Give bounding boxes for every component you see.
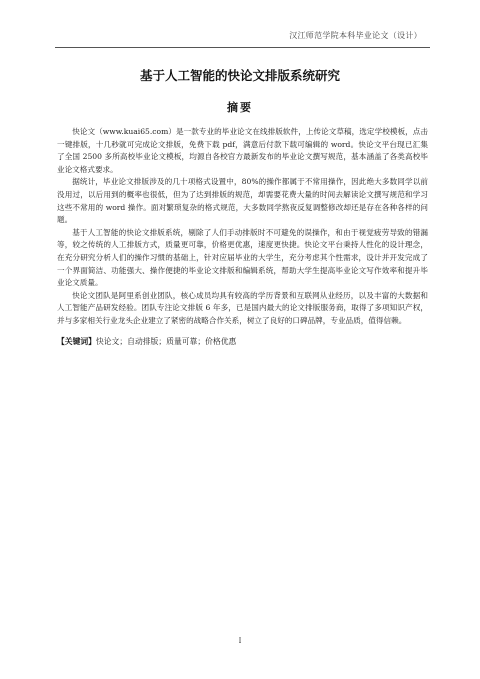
header-rule: [55, 47, 430, 48]
page-number: I: [238, 637, 242, 645]
keywords-label: 【关键词】: [57, 337, 96, 346]
keywords-text: 快论文；自动排版；质量可靠；价格优惠: [95, 337, 237, 346]
abstract-paragraph: 快论文团队是阿里系创业团队，核心成员均具有较高的学历背景和互联网从业经历，以及丰富的大数据和人工智能产品研发经验。团队专注论文排版 6 年多，已是国内最大的论文排版服务商，取得了多项知识产权，并与多家相关行业龙头企业建立了紧密的战略合作关系，树立了良好的口碑品牌，专业品质，值得信赖。: [57, 290, 428, 325]
document-title: 基于人工智能的快论文排版系统研究: [139, 68, 340, 83]
abstract-paragraph: 基于人工智能的快论文排版系统，剔除了人们手动排版时不可避免的误操作，和由于视觉疲劳导致的错漏等，较之传统的人工排版方式，质量更可靠，价格更优惠，速度更快捷。快论文平台秉持人性化的设计理念，在充分研究分析人们的操作习惯的基础上，针对应届毕业的大学生，充分考虑其个性需求，设计并开发完成了一个界面简洁、功能强大、操作便捷的毕业论文排版和编辑系统，帮助大学生提高毕业论文写作效率和提升毕业论文质量。: [57, 227, 428, 288]
abstract-paragraph: 据统计，毕业论文排版涉及的几十项格式设置中，80%的操作都属于不常用操作，因此绝大多数同学以前没用过，以后用到的概率也很低，但为了达到排版的规范，却需要花费大量的时间去解读论文撰写规范和学习这些不常用的 word 操作。面对繁琐复杂的格式规范，大多数同学熬夜反复调整修改却还是存在各种各样的问题。: [57, 177, 428, 225]
abstract-heading: 摘要: [227, 101, 253, 114]
abstract-paragraph: 快论文（www.kuai65.com）是一款专业的毕业论文在线排版软件，上传论文草稿，选定学校模板，点击一键排版，十几秒就可完成论文排版，免费下载 pdf，满意后付款下载可编辑的 word。快论文平台现已汇集了全国 2500 多所高校毕业论文模板，均源自各校官方最新发布的毕业论文撰写规范，基本涵盖了各类高校毕业论文格式要求。: [57, 127, 428, 174]
keywords-line: [57, 336, 428, 348]
running-header: 汉江师范学院本科毕业论文（设计）: [289, 31, 422, 40]
abstract-body: [57, 126, 428, 328]
